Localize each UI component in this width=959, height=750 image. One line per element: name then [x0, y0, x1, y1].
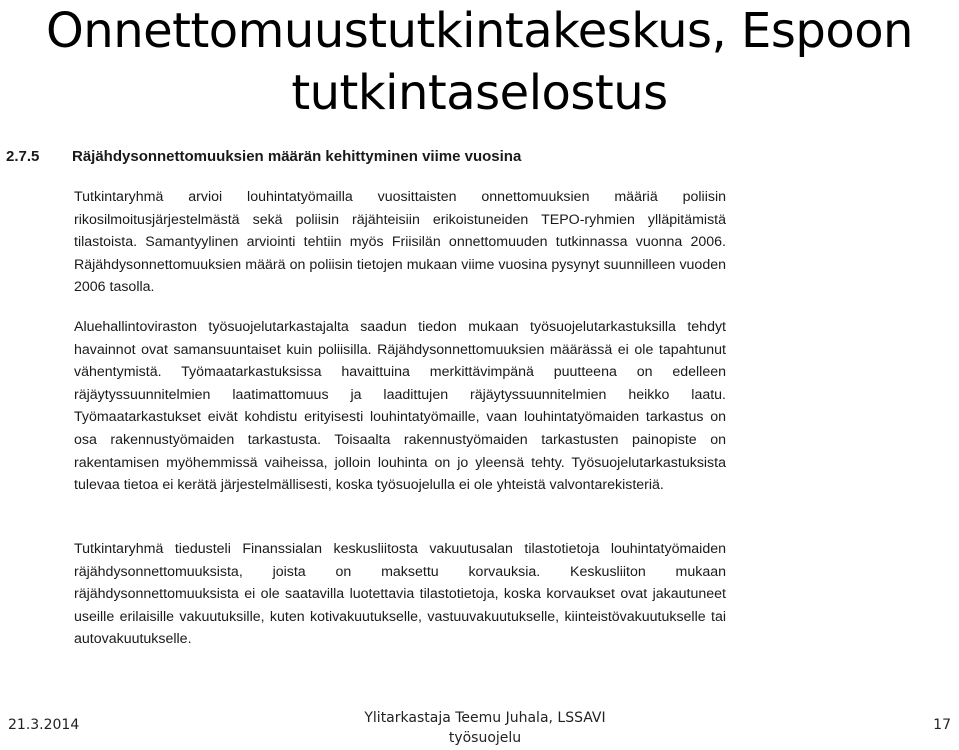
section-number: 2.7.5 [6, 148, 40, 165]
footer-author-line-2: työsuojelu [448, 730, 522, 746]
paragraph-2: Aluehallintoviraston työsuojelutarkastajalta saadun tiedon mukaan työsuojelutarkastuksilla tehdyt havainnot ovat samansuuntaiset kuin poliisilla. Räjähdysonnettomuuksien määrässä ei ole tapahtunut vähentymistä. Työmaatarkastuksissa havaittuina merkittävimpänä puutteena on edelleen räjäytyssuunnitelmien laatimattomuus ja laadittujen räjäytyssuunnitelmien heikko laatu. Työmaatarkastukset eivät kohdistu erityisesti louhintatyömaille, vaan louhintatyömaiden tarkastus on osa rakennustyömaiden tarkastusta. Toisaalta rakennustyömaiden tarkastusten painopiste on rakentamisen myöhemmissä vaiheissa, jolloin louhinta on jo yleensä tehty. Työsuojelutarkastuksista tulevaa tietoa ei kerätä järjestelmällisesti, koska työsuojelulla ei ole yhteistä valvontarekisteriä. [74, 319, 726, 494]
footer-date: 21.3.2014 [8, 717, 80, 733]
section-heading [6, 147, 521, 167]
paragraph-1: Tutkintaryhmä arvioi louhintatyömailla vuosittaisten onnettomuuksien määriä poliisin rikosilmoitusjärjestelmästä sekä poliisin räjähteisiin erikoistuneiden TEPO-ryhmien ylläpitämistä tilastoista. Samantyylinen arviointi tehtiin myös Friisilän onnettomuuden tutkinnassa vuonna 2006. Räjähdysonnettomuuksien määrä on poliisin tietojen mukaan viime vuosina pysynyt suunnilleen vuoden 2006 tasolla. [74, 189, 726, 296]
footer-author [320, 708, 650, 748]
slide-title-line-1: Onnettomuustutkintakeskus, Espoon [46, 3, 913, 59]
slide-title [0, 0, 959, 124]
scanned-document-excerpt [0, 140, 959, 650]
section-title: Räjähdysonnettomuuksien määrän kehittyminen viime vuosina [72, 148, 522, 165]
footer-author-line-1: Ylitarkastaja Teemu Juhala, LSSAVI [364, 710, 606, 726]
footer-page-number: 17 [933, 717, 951, 733]
paragraph-3: Tutkintaryhmä tiedusteli Finanssialan keskusliitosta vakuutusalan tilastotietoja louhintatyömaiden räjähdysonnettomuuksista, joista on maksettu korvauksia. Keskusliiton mukaan räjähdysonnettomuuksista ei ole saatavilla luotettavia tilastotietoja, koska korvaukset ovat jakautuneet useille erilaisille vakuutuksille, kuten kotivakuutukselle, vastuuvakuutukselle, kiinteistövakuutukselle tai autovakuutukselle. [74, 541, 726, 648]
slide-title-line-2: tutkintaselostus [291, 65, 668, 121]
